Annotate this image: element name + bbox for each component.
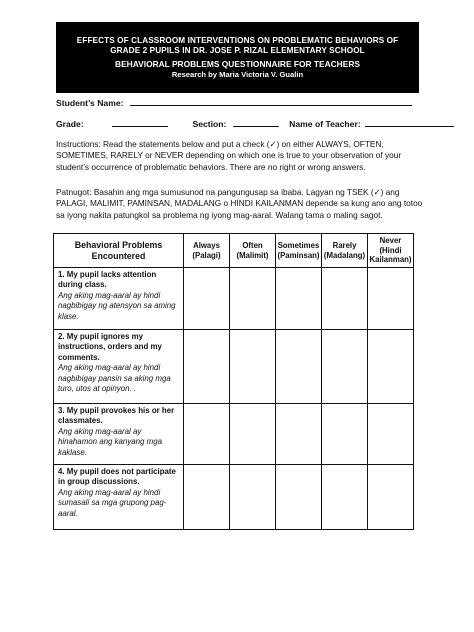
header-always-en: Always — [193, 241, 220, 250]
header-always — [184, 234, 230, 268]
header-often-en: Often — [242, 241, 263, 250]
instructions-filipino: Patnugot: Basahin ang mga sumusunod na pangungusap sa ibaba. Lagyan ng TSEK (✓) ang PALAGI, MALIMIT, PAMINSAN, MADALANG o HINDI KAILANMAN depende sa kung ano ang totoo sa iyong nakita patungkol sa problema ng iyong mag-aaral. Walang tama o maling sagot. — [56, 187, 423, 220]
item-2 — [54, 330, 184, 404]
instructions-english: Instructions: Read the statements below and put a check (✓) on either ALWAYS, OFTEN, SOMETIMES, RARELY or NEVER depending on which one is true to your observation of your student’s occurrence of problematic behaviors. There are no right or wrong answers. — [56, 139, 402, 172]
check-cell-never[interactable] — [368, 330, 414, 404]
table-header-row — [54, 234, 414, 268]
item-4 — [54, 465, 184, 530]
header-never — [368, 234, 414, 268]
check-cell-sometimes[interactable] — [276, 330, 322, 404]
check-cell-sometimes[interactable] — [276, 465, 322, 530]
student-name-field[interactable] — [130, 97, 412, 106]
teacher-name-field[interactable] — [365, 118, 454, 127]
item-3-english: 3. My pupil provokes his or her classmates. — [58, 406, 175, 426]
check-cell-never[interactable] — [368, 465, 414, 530]
item-1-filipino: Ang aking mag-aaral ay hindi nagbibigay ng atensyon sa aming klase. — [58, 290, 176, 321]
title-line-1: EFFECTS OF CLASSROOM INTERVENTIONS ON PROBLEMATIC BEHAVIORS OF — [76, 35, 399, 45]
header-behavioral-problems: Behavioral Problems Encountered — [54, 234, 184, 268]
questionnaire-table — [53, 233, 414, 530]
header-sometimes-en: Sometimes — [277, 241, 320, 250]
check-cell-often[interactable] — [230, 330, 276, 404]
item-3 — [54, 404, 184, 465]
header-never-en: Never — [379, 236, 402, 246]
check-cell-often[interactable] — [230, 268, 276, 330]
check-cell-always[interactable] — [184, 465, 230, 530]
check-cell-rarely[interactable] — [322, 330, 368, 404]
check-cell-always[interactable] — [184, 404, 230, 465]
teacher-label: Name of Teacher: — [289, 119, 361, 129]
check-cell-never[interactable] — [368, 268, 414, 330]
item-1-english: 1. My pupil lacks attention during class. — [58, 270, 157, 290]
title-banner — [56, 22, 419, 93]
table-row — [54, 330, 414, 404]
check-cell-always[interactable] — [184, 330, 230, 404]
grade-field[interactable] — [112, 118, 168, 127]
byline: Research by Maria Victoria V. Gualin — [171, 69, 304, 79]
header-never-tl: (Hindi Kailanman) — [369, 245, 412, 265]
check-cell-sometimes[interactable] — [276, 268, 322, 330]
check-cell-never[interactable] — [368, 404, 414, 465]
item-4-english: 4. My pupil does not participate in group discussions. — [58, 467, 176, 487]
table-row — [54, 268, 414, 330]
item-3-filipino: Ang aking mag-aaral ay hinahamon ang kanyang mga kaklase. — [58, 426, 162, 457]
header-often-tl: (Malimit) — [236, 250, 269, 260]
header-often — [230, 234, 276, 268]
item-2-filipino: Ang aking mag-aaral ay hindi nagbibigay pansin sa aking mga turo, utos at opinyon. . — [58, 363, 171, 394]
check-cell-always[interactable] — [184, 268, 230, 330]
table-row — [54, 404, 414, 465]
section-label: Section: — [192, 119, 227, 129]
header-always-tl: (Palagi) — [192, 250, 221, 260]
check-cell-rarely[interactable] — [322, 404, 368, 465]
check-cell-sometimes[interactable] — [276, 404, 322, 465]
grade-label: Grade: — [56, 119, 84, 129]
header-rarely-en: Rarely — [332, 241, 357, 250]
check-cell-rarely[interactable] — [322, 268, 368, 330]
item-1 — [54, 268, 184, 330]
header-sometimes — [276, 234, 322, 268]
questionnaire-subtitle: BEHAVIORAL PROBLEMS QUESTIONNAIRE FOR TEACHERS — [115, 58, 360, 69]
header-rarely — [322, 234, 368, 268]
student-name-label: Student’s Name: — [56, 98, 124, 108]
check-cell-often[interactable] — [230, 465, 276, 530]
check-cell-rarely[interactable] — [322, 465, 368, 530]
table-row — [54, 465, 414, 530]
section-field[interactable] — [233, 118, 279, 127]
grade-section-teacher-row — [56, 118, 454, 129]
item-4-filipino: Ang aking mag-aaral ay hindi sumasali sa mga grupong pag-aaral. — [58, 487, 167, 518]
student-name-row — [56, 97, 412, 108]
title-line-2: GRADE 2 PUPILS IN DR. JOSE P. RIZAL ELEMENTARY SCHOOL — [110, 46, 365, 55]
item-2-english: 2. My pupil ignores my instructions, orders and my comments. — [58, 332, 162, 362]
check-cell-often[interactable] — [230, 404, 276, 465]
header-sometimes-tl: (Paminsan) — [277, 250, 320, 260]
header-rarely-tl: (Madalang) — [323, 250, 366, 260]
